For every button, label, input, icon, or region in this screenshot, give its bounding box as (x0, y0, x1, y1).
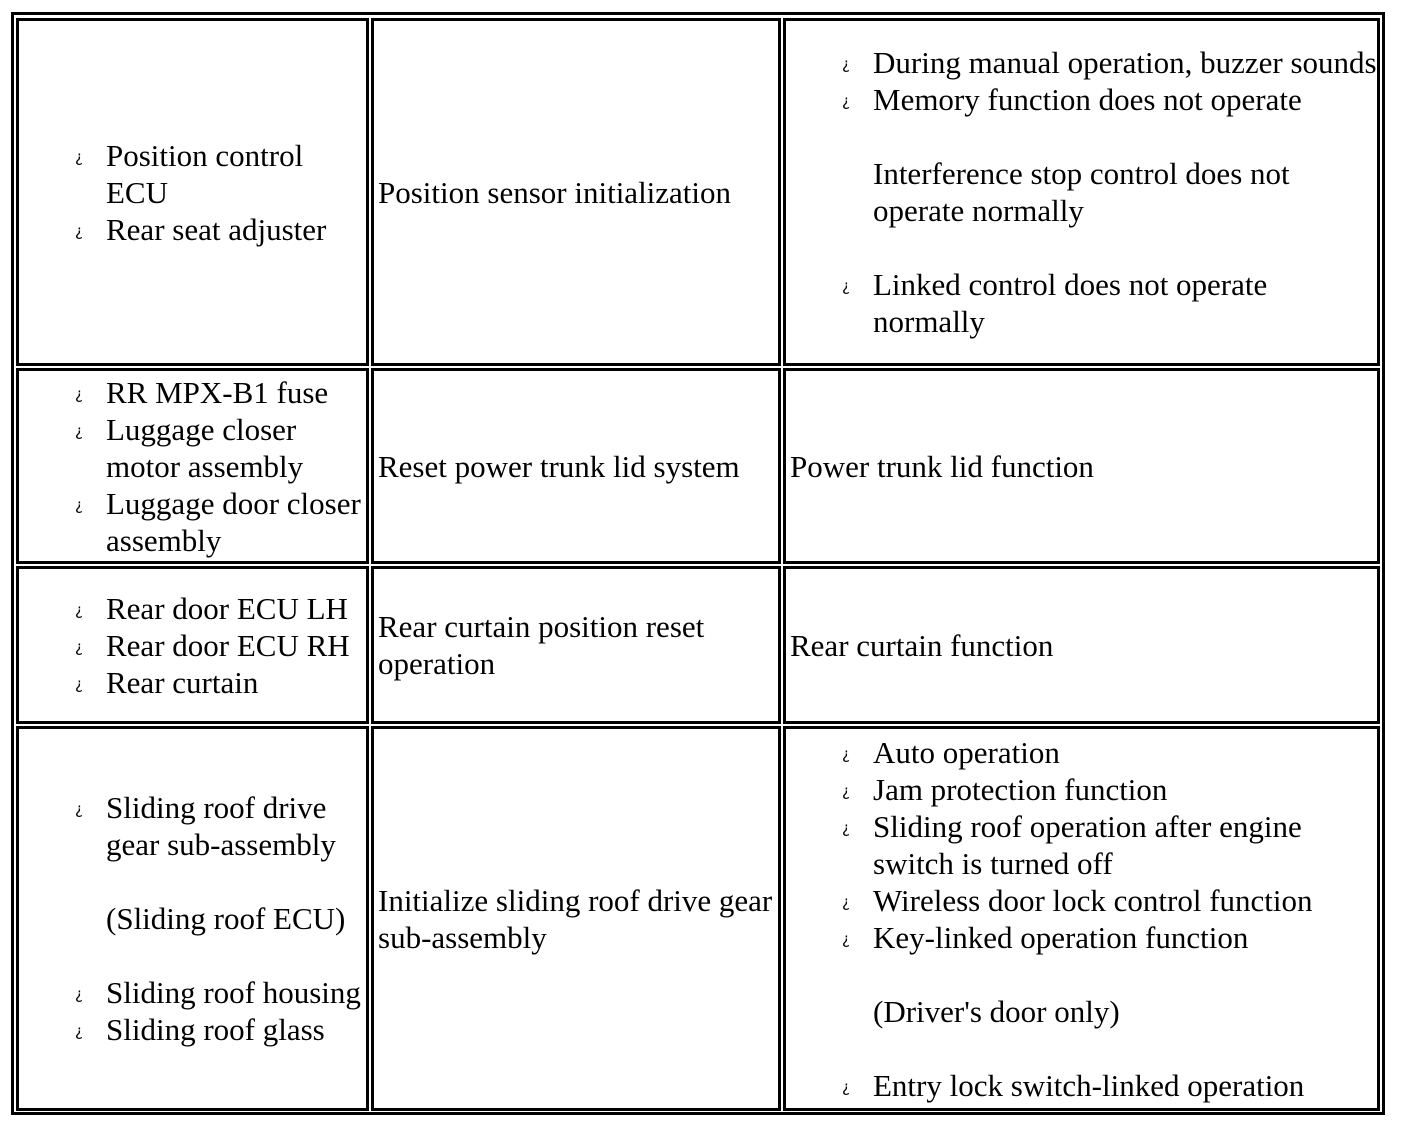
part-note: (Sliding roof ECU) (106, 901, 346, 936)
bullet-icon: ¿ (842, 55, 850, 73)
bullet-icon: ¿ (75, 384, 83, 403)
bullet-icon: ¿ (75, 495, 83, 514)
table-cell-parts (16, 368, 369, 564)
part-line: RR MPX-B1 fuse (106, 374, 329, 410)
list-item (842, 882, 1377, 919)
list-item (842, 808, 1377, 882)
table-cell-functions (783, 726, 1380, 1111)
table-cell-parts (16, 726, 369, 1111)
part-line: Rear door ECU RH (106, 627, 350, 663)
function-line: Jam protection function (873, 771, 1168, 807)
procedure-text: Initialize sliding roof drive gear sub-assembly (378, 882, 773, 955)
bullet-icon: ¿ (75, 985, 83, 1003)
bullet-icon: ¿ (842, 781, 850, 800)
function-line: Wireless door lock control function (873, 882, 1313, 918)
list-item (75, 627, 366, 664)
list-item (75, 590, 366, 627)
table-cell-procedure (371, 726, 781, 1111)
bullet-icon: ¿ (75, 637, 83, 656)
bullet-icon: ¿ (75, 1022, 83, 1040)
bullet-icon: ¿ (75, 147, 83, 166)
table-cell-functions (783, 368, 1380, 564)
procedure-text: Reset power trunk lid system (378, 448, 740, 484)
table-cell-procedure (371, 18, 781, 366)
list-item (75, 974, 366, 1011)
bullet-icon: ¿ (75, 421, 83, 440)
bullet-icon: ¿ (842, 92, 850, 110)
list-item (75, 664, 366, 701)
table-cell-procedure (371, 566, 781, 724)
list-item (75, 1011, 366, 1048)
procedure-text: Position sensor initialization (378, 174, 732, 210)
bullet-icon: ¿ (75, 800, 83, 818)
procedure-text: Rear curtain position reset operation (378, 609, 705, 681)
part-line: Sliding roof drive gear sub-assembly (106, 790, 336, 862)
bullet-icon: ¿ (75, 674, 83, 693)
bullet-icon: ¿ (842, 892, 850, 911)
bullet-icon: ¿ (842, 1077, 850, 1096)
list-item (842, 266, 1377, 340)
part-line: Sliding roof glass (106, 1012, 325, 1047)
list-item (75, 789, 366, 863)
function-note: (Driver's door only) (873, 993, 1120, 1029)
part-line: Luggage closer motor assembly (106, 411, 304, 484)
function-line: Auto operation (873, 734, 1060, 770)
list-item (75, 411, 366, 485)
list-item (842, 771, 1377, 808)
bullet-icon: ¿ (842, 277, 850, 295)
part-line: Sliding roof housing (106, 975, 361, 1010)
function-text: Rear curtain function (790, 627, 1054, 663)
bullet-icon: ¿ (75, 600, 83, 619)
function-line: Key-linked operation function (873, 919, 1249, 955)
list-item (842, 81, 1377, 118)
table-cell-procedure (371, 368, 781, 564)
part-line: Luggage door closer assembly (106, 485, 361, 558)
bullet-icon: ¿ (75, 221, 83, 240)
part-line: Rear seat adjuster (106, 211, 327, 247)
list-item (75, 374, 366, 411)
bullet-icon: ¿ (842, 929, 850, 948)
list-item (842, 919, 1377, 956)
function-note: Interference stop control does not operate normally (873, 156, 1290, 228)
function-line: Linked control does not operate normally (873, 267, 1268, 339)
table-cell-functions (783, 18, 1380, 366)
list-item (842, 44, 1377, 81)
table-cell-parts (16, 18, 369, 366)
function-line: Entry lock switch-linked operation (873, 1067, 1305, 1103)
table-cell-functions (783, 566, 1380, 724)
list-item (842, 734, 1377, 771)
function-line: Sliding roof operation after engine switch is turned off (873, 808, 1302, 881)
list-item (842, 1067, 1377, 1104)
list-item (75, 137, 366, 211)
part-line: Rear curtain (106, 664, 259, 700)
list-item (75, 485, 366, 559)
bullet-icon: ¿ (842, 818, 850, 837)
table-cell-parts (16, 566, 369, 724)
part-line: Position control ECU (106, 137, 304, 210)
function-line: Memory function does not operate (873, 82, 1302, 117)
bullet-icon: ¿ (842, 744, 850, 763)
part-line: Rear door ECU LH (106, 590, 348, 626)
function-line: During manual operation, buzzer sounds (873, 45, 1377, 80)
function-text: Power trunk lid function (790, 448, 1094, 484)
list-item (75, 211, 366, 248)
